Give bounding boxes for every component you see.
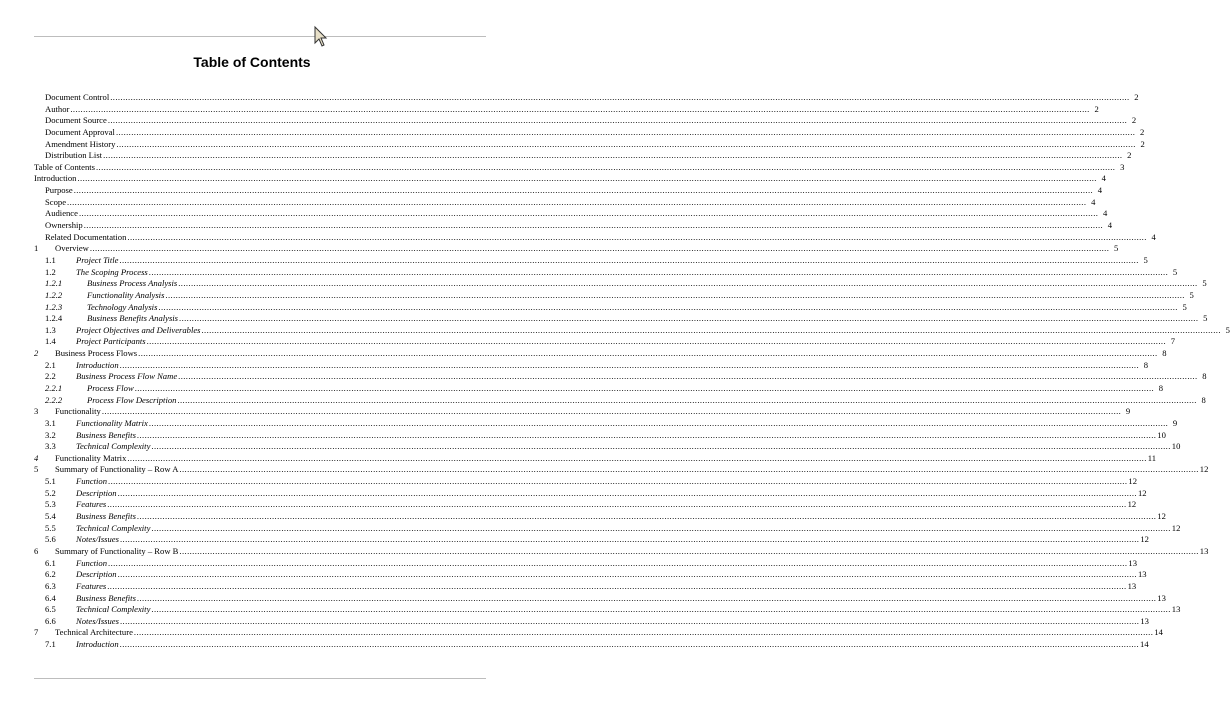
toc-entry-number: 5.4 xyxy=(45,511,56,522)
toc-entry-page: 7 xyxy=(1170,336,1175,347)
dot-leader: ................................................................................................................................................................................................................................................................................................................................................................................................................ xyxy=(116,138,1136,149)
toc-entry[interactable] xyxy=(34,406,1131,418)
toc-entry-page: 8 xyxy=(1158,383,1164,393)
toc-entry-page: 9 xyxy=(1125,406,1131,417)
toc-entry[interactable] xyxy=(34,592,1166,605)
dot-leader: ................................................................................................................................................................................................................................................................................................................................................................................................................ xyxy=(136,429,1157,440)
toc-entry[interactable] xyxy=(34,278,1207,290)
toc-entry-label: Amendment History xyxy=(45,138,116,149)
toc-entry[interactable] xyxy=(34,289,1194,302)
toc-entry-number: 6.3 xyxy=(45,580,56,591)
dot-leader: ................................................................................................................................................................................................................................................................................................................................................................................................................ xyxy=(134,383,1155,393)
toc-entry[interactable] xyxy=(34,627,1163,639)
toc-entry-page: 12 xyxy=(1140,534,1149,545)
toc-entry-page: 4 xyxy=(1091,196,1096,207)
toc-entry[interactable] xyxy=(34,336,1175,348)
toc-entry[interactable] xyxy=(34,161,1125,174)
toc-entry-label: Project Participants xyxy=(76,336,146,347)
toc-entry-page: 8 xyxy=(1202,371,1207,382)
toc-entry-label: Technical Complexity xyxy=(76,604,151,615)
toc-entry-number: 7 xyxy=(34,627,39,638)
toc-entry-page: 12 xyxy=(1199,464,1209,475)
toc-entry-label: Table of Contents xyxy=(34,161,95,172)
toc-entry-number: 3.3 xyxy=(45,441,56,452)
toc-entry[interactable] xyxy=(34,534,1149,546)
toc-entry-label: Description xyxy=(76,569,117,580)
toc-entry[interactable] xyxy=(34,522,1181,535)
dot-leader: ................................................................................................................................................................................................................................................................................................................................................................................................................ xyxy=(165,289,1185,300)
dot-leader: ................................................................................................................................................................................................................................................................................................................................................................................................................ xyxy=(178,278,1198,289)
toc-entry[interactable] xyxy=(34,220,1113,232)
dot-leader: ................................................................................................................................................................................................................................................................................................................................................................................................................ xyxy=(177,394,1197,405)
toc-entry-label: Business Process Flow Name xyxy=(76,371,178,382)
toc-entry-number: 1.2.3 xyxy=(45,301,63,312)
toc-entry-number: 5.6 xyxy=(45,534,56,545)
toc-entry-page: 5 xyxy=(1143,254,1148,265)
dot-leader: ................................................................................................................................................................................................................................................................................................................................................................................................................ xyxy=(146,336,1166,347)
dot-leader: ................................................................................................................................................................................................................................................................................................................................................................................................................ xyxy=(201,324,1221,335)
toc-entry[interactable] xyxy=(34,243,1119,255)
toc-entry-page: 9 xyxy=(1172,417,1178,428)
toc-entry-label: Author xyxy=(45,103,70,114)
toc-entry-number: 1.2 xyxy=(45,266,56,277)
toc-entry-page: 5 xyxy=(1189,289,1194,300)
toc-entry-number: 3 xyxy=(34,406,39,417)
toc-entry-label: Distribution List xyxy=(45,150,103,161)
toc-entry-label: Purpose xyxy=(45,185,73,196)
dot-leader: ................................................................................................................................................................................................................................................................................................................................................................................................................ xyxy=(107,499,1127,510)
toc-entry-page: 14 xyxy=(1140,639,1149,650)
toc-entry-number: 5 xyxy=(34,464,39,475)
toc-entry-label: Related Documentation xyxy=(45,231,127,242)
toc-entry-page: 12 xyxy=(1171,522,1181,533)
dot-leader: ................................................................................................................................................................................................................................................................................................................................................................................................................ xyxy=(178,371,1198,382)
dot-leader: ................................................................................................................................................................................................................................................................................................................................................................................................................ xyxy=(127,231,1147,242)
toc-entry-label: Introduction xyxy=(34,173,77,184)
toc-entry[interactable] xyxy=(34,115,1137,127)
toc-entry-page: 2 xyxy=(1140,126,1145,137)
toc-entry[interactable] xyxy=(34,126,1145,139)
toc-entry-number: 2.2.2 xyxy=(45,394,63,405)
toc-entry-number: 7.1 xyxy=(45,639,56,650)
dot-leader: ................................................................................................................................................................................................................................................................................................................................................................................................................ xyxy=(119,615,1140,626)
toc-entry-page: 12 xyxy=(1157,511,1166,522)
dot-leader: ................................................................................................................................................................................................................................................................................................................................................................................................................ xyxy=(136,511,1157,522)
dot-leader: ................................................................................................................................................................................................................................................................................................................................................................................................................ xyxy=(77,173,1097,184)
toc-entry-page: 8 xyxy=(1201,394,1206,405)
toc-entry[interactable] xyxy=(34,208,1108,220)
toc-entry-number: 3.2 xyxy=(45,429,56,440)
toc-entry-page: 2 xyxy=(1094,103,1099,114)
toc-entry-page: 12 xyxy=(1127,499,1137,510)
toc-entry-page: 13 xyxy=(1157,592,1166,603)
dot-leader: ................................................................................................................................................................................................................................................................................................................................................................................................................ xyxy=(138,348,1158,359)
toc-entry[interactable] xyxy=(34,254,1148,267)
dot-leader: ................................................................................................................................................................................................................................................................................................................................................................................................................ xyxy=(133,627,1154,638)
toc-entry-page: 14 xyxy=(1154,627,1163,638)
toc-entry[interactable] xyxy=(34,615,1149,628)
toc-entry-page: 13 xyxy=(1140,615,1149,626)
toc-entry[interactable] xyxy=(34,580,1137,593)
dot-leader: ................................................................................................................................................................................................................................................................................................................................................................................................................ xyxy=(179,545,1199,556)
toc-entry-page: 5 xyxy=(1225,324,1230,335)
toc-entry[interactable] xyxy=(34,394,1206,407)
toc-entry-page: 5 xyxy=(1202,278,1207,289)
dot-leader: ................................................................................................................................................................................................................................................................................................................................................................................................................ xyxy=(95,161,1116,172)
toc-entry-label: The Scoping Process xyxy=(76,266,148,277)
toc-entry[interactable] xyxy=(34,464,1209,477)
toc-entry-label: Process Flow Description xyxy=(87,394,177,405)
toc-entry[interactable] xyxy=(34,452,1157,465)
toc-entry[interactable] xyxy=(34,511,1166,523)
dot-leader: ................................................................................................................................................................................................................................................................................................................................................................................................................ xyxy=(148,266,1169,277)
page-top-border xyxy=(34,36,486,37)
dot-leader: ................................................................................................................................................................................................................................................................................................................................................................................................................ xyxy=(151,522,1171,533)
toc-entry-label: Summary of Functionality – Row B xyxy=(55,545,179,556)
dot-leader: ................................................................................................................................................................................................................................................................................................................................................................................................................ xyxy=(119,359,1140,370)
toc-entry-page: 12 xyxy=(1137,487,1147,498)
toc-entry-label: Document Control xyxy=(45,91,110,102)
toc-entry-number: 1.1 xyxy=(45,254,56,265)
toc-entry[interactable] xyxy=(34,417,1178,430)
dot-leader: ................................................................................................................................................................................................................................................................................................................................................................................................................ xyxy=(151,441,1171,452)
toc-entry-page: 8 xyxy=(1162,348,1167,359)
toc-entry-label: Notes/Issues xyxy=(76,615,119,626)
dot-leader: ................................................................................................................................................................................................................................................................................................................................................................................................................ xyxy=(108,476,1128,487)
dot-leader: ................................................................................................................................................................................................................................................................................................................................................................................................................ xyxy=(107,580,1127,591)
toc-entry-label: Ownership xyxy=(45,220,83,231)
toc-entry[interactable] xyxy=(34,301,1187,314)
toc-entry-page: 2 xyxy=(1127,150,1132,161)
toc-entry-label: Function xyxy=(76,476,108,487)
toc-entry-label: Business Process Flows xyxy=(55,348,138,359)
toc-entry-number: 3.1 xyxy=(45,417,56,428)
toc-entry-label: Functionality Matrix xyxy=(55,452,127,463)
toc-entry-label: Business Benefits xyxy=(76,592,136,603)
toc-entry[interactable] xyxy=(34,103,1099,116)
toc-entry-page: 5 xyxy=(1182,301,1187,312)
toc-entry-label: Functionality Matrix xyxy=(76,417,148,428)
toc-entry-label: Document Approval xyxy=(45,126,115,137)
toc-entry-label: Business Process Analysis xyxy=(87,278,178,289)
toc-entry-page: 4 xyxy=(1103,208,1108,219)
toc-entry-label: Project Objectives and Deliverables xyxy=(76,324,201,335)
toc-entry-label: Business Benefits xyxy=(76,511,136,522)
toc-entry-label: Audience xyxy=(45,208,78,219)
dot-leader: ................................................................................................................................................................................................................................................................................................................................................................................................................ xyxy=(119,254,1139,265)
toc-entry-label: Notes/Issues xyxy=(76,534,119,545)
toc-entry-number: 2.2.1 xyxy=(45,383,63,393)
toc-entry-page: 13 xyxy=(1171,604,1181,615)
page-title: Table of Contents xyxy=(193,54,311,70)
toc-entry[interactable] xyxy=(34,196,1096,209)
toc-entry-label: Scope xyxy=(45,196,67,207)
toc-entry[interactable] xyxy=(34,185,1103,197)
toc-entry[interactable] xyxy=(34,91,1139,104)
toc-entry-label: Description xyxy=(76,487,117,498)
toc-entry-page: 2 xyxy=(1131,115,1137,126)
toc-entry-number: 6.1 xyxy=(45,557,56,568)
dot-leader: ................................................................................................................................................................................................................................................................................................................................................................................................................ xyxy=(108,557,1128,568)
toc-entry-page: 3 xyxy=(1120,161,1125,172)
dot-leader: ................................................................................................................................................................................................................................................................................................................................................................................................................ xyxy=(119,534,1140,545)
toc-entry-number: 1.2.2 xyxy=(45,289,63,300)
toc-entry-label: Summary of Functionality – Row A xyxy=(55,464,179,475)
dot-leader: ................................................................................................................................................................................................................................................................................................................................................................................................................ xyxy=(73,185,1094,196)
toc-entry-page: 13 xyxy=(1137,569,1147,580)
toc-entry-number: 5.5 xyxy=(45,522,56,533)
toc-entry-page: 4 xyxy=(1107,220,1113,231)
toc-entry[interactable] xyxy=(34,604,1181,616)
toc-entry-label: Function xyxy=(76,557,108,568)
toc-entry-label: Process Flow xyxy=(87,383,134,393)
toc-entry[interactable] xyxy=(34,231,1156,244)
toc-entry[interactable] xyxy=(34,639,1149,651)
toc-entry[interactable] xyxy=(34,441,1181,453)
toc-entry[interactable] xyxy=(34,138,1145,151)
toc-entry[interactable] xyxy=(34,476,1137,488)
dot-leader: ................................................................................................................................................................................................................................................................................................................................................................................................................ xyxy=(158,301,1178,312)
dot-leader: ................................................................................................................................................................................................................................................................................................................................................................................................................ xyxy=(89,243,1110,254)
toc-entry-page: 5 xyxy=(1203,313,1208,324)
toc-entry-page: 5 xyxy=(1172,266,1178,277)
toc-entry[interactable] xyxy=(34,371,1207,383)
dot-leader: ................................................................................................................................................................................................................................................................................................................................................................................................................ xyxy=(103,150,1123,161)
dot-leader: ................................................................................................................................................................................................................................................................................................................................................................................................................ xyxy=(110,91,1130,102)
dot-leader: ................................................................................................................................................................................................................................................................................................................................................................................................................ xyxy=(107,115,1128,126)
toc-entry[interactable] xyxy=(34,359,1149,372)
dot-leader: ................................................................................................................................................................................................................................................................................................................................................................................................................ xyxy=(117,487,1137,498)
toc-entry-page: 11 xyxy=(1147,452,1157,463)
toc-entry-page: 13 xyxy=(1128,557,1137,568)
mouse-cursor-icon xyxy=(314,26,328,48)
toc-entry-page: 13 xyxy=(1127,580,1137,591)
toc-entry-label: Functionality xyxy=(55,406,101,417)
toc-entry-label: Features xyxy=(76,580,107,591)
toc-entry-label: Technical Complexity xyxy=(76,441,151,452)
toc-entry[interactable] xyxy=(34,487,1147,500)
toc-entry-label: Project Title xyxy=(76,254,119,265)
toc-entry[interactable] xyxy=(34,173,1106,185)
toc-entry-number: 6.6 xyxy=(45,615,56,626)
toc-entry-number: 6 xyxy=(34,545,39,556)
dot-leader: ................................................................................................................................................................................................................................................................................................................................................................................................................ xyxy=(127,452,1147,463)
toc-entry[interactable] xyxy=(34,150,1132,162)
toc-entry-number: 5.3 xyxy=(45,499,56,510)
toc-entry-page: 4 xyxy=(1151,231,1156,242)
toc-entry-number: 1 xyxy=(34,243,39,254)
toc-entry-number: 2 xyxy=(34,348,39,359)
toc-entry[interactable] xyxy=(34,266,1178,279)
toc-entry-label: Technical Complexity xyxy=(76,522,151,533)
table-of-contents xyxy=(34,91,1230,651)
toc-entry[interactable] xyxy=(34,313,1208,325)
toc-entry-number: 6.5 xyxy=(45,604,56,615)
toc-entry-number: 6.4 xyxy=(45,592,56,603)
toc-entry-number: 5.1 xyxy=(45,476,56,487)
toc-entry-label: Introduction xyxy=(76,359,119,370)
toc-entry-page: 12 xyxy=(1128,476,1137,487)
toc-entry-label: Business Benefits xyxy=(76,429,136,440)
toc-entry-page: 4 xyxy=(1097,185,1103,196)
toc-entry-page: 10 xyxy=(1171,441,1181,452)
toc-entry-page: 2 xyxy=(1140,138,1145,149)
toc-entry-page: 2 xyxy=(1134,91,1139,102)
toc-entry-number: 5.2 xyxy=(45,487,56,498)
toc-entry[interactable] xyxy=(34,499,1137,511)
toc-entry-label: Business Benefits Analysis xyxy=(87,313,179,324)
toc-entry-label: Technology Analysis xyxy=(87,301,158,312)
toc-entry-number: 1.4 xyxy=(45,336,56,347)
toc-entry[interactable] xyxy=(34,557,1137,570)
toc-entry-number: 6.2 xyxy=(45,569,56,580)
toc-entry-page: 13 xyxy=(1199,545,1209,556)
toc-entry[interactable] xyxy=(34,429,1166,442)
page-bottom-border xyxy=(34,678,486,679)
dot-leader: ................................................................................................................................................................................................................................................................................................................................................................................................................ xyxy=(136,592,1157,603)
dot-leader: ................................................................................................................................................................................................................................................................................................................................................................................................................ xyxy=(148,417,1169,428)
toc-entry-number: 2.2 xyxy=(45,371,56,382)
toc-entry-page: 10 xyxy=(1157,429,1166,440)
toc-entry[interactable] xyxy=(34,383,1164,395)
toc-entry-label: Overview xyxy=(55,243,89,254)
dot-leader: ................................................................................................................................................................................................................................................................................................................................................................................................................ xyxy=(115,126,1136,137)
dot-leader: ................................................................................................................................................................................................................................................................................................................................................................................................................ xyxy=(83,220,1104,231)
toc-entry-label: Functionality Analysis xyxy=(87,289,165,300)
dot-leader: ................................................................................................................................................................................................................................................................................................................................................................................................................ xyxy=(70,103,1090,114)
toc-entry-label: Technical Architecture xyxy=(55,627,133,638)
toc-entry[interactable] xyxy=(34,569,1147,581)
dot-leader: ................................................................................................................................................................................................................................................................................................................................................................................................................ xyxy=(151,604,1171,615)
toc-entry[interactable] xyxy=(34,348,1167,360)
toc-entry-page: 4 xyxy=(1101,173,1106,184)
toc-entry-label: Introduction xyxy=(76,639,119,650)
toc-entry-number: 4 xyxy=(34,452,39,463)
toc-entry-number: 2.1 xyxy=(45,359,56,370)
toc-entry[interactable] xyxy=(34,324,1230,337)
toc-entry-number: 1.2.4 xyxy=(45,313,63,324)
toc-entry-number: 1.2.1 xyxy=(45,278,63,289)
dot-leader: ................................................................................................................................................................................................................................................................................................................................................................................................................ xyxy=(101,406,1122,417)
dot-leader: ................................................................................................................................................................................................................................................................................................................................................................................................................ xyxy=(119,639,1140,650)
dot-leader: ................................................................................................................................................................................................................................................................................................................................................................................................................ xyxy=(179,313,1199,324)
toc-entry-number: 1.3 xyxy=(45,324,56,335)
dot-leader: ................................................................................................................................................................................................................................................................................................................................................................................................................ xyxy=(78,208,1099,219)
toc-entry-page: 8 xyxy=(1143,359,1149,370)
dot-leader: ................................................................................................................................................................................................................................................................................................................................................................................................................ xyxy=(117,569,1137,580)
dot-leader: ................................................................................................................................................................................................................................................................................................................................................................................................................ xyxy=(67,196,1087,207)
dot-leader: ................................................................................................................................................................................................................................................................................................................................................................................................................ xyxy=(179,464,1199,475)
toc-entry-label: Document Source xyxy=(45,115,107,126)
toc-entry-label: Features xyxy=(76,499,107,510)
toc-entry[interactable] xyxy=(34,545,1209,558)
toc-entry-page: 5 xyxy=(1113,243,1119,254)
